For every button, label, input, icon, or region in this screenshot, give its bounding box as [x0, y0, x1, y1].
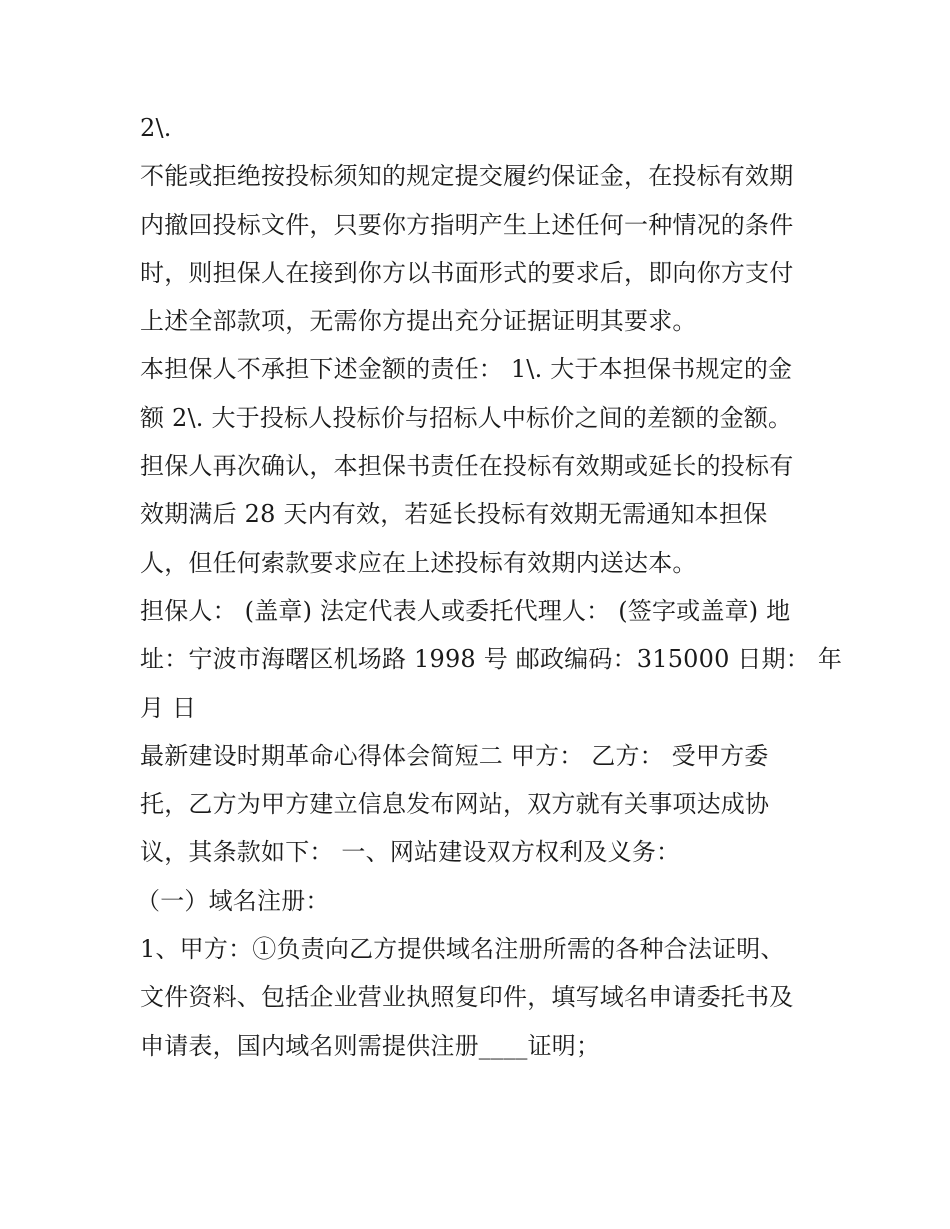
text-line: 申请表，国内域名则需提供注册____证明；: [140, 1031, 601, 1060]
text-line: 2\.: [140, 114, 172, 142]
document-body: [136, 104, 843, 1070]
text-line: 最新建设时期革命心得体会简短二 甲方： 乙方： 受甲方委: [140, 741, 769, 770]
text-line: 内撤回投标文件，只要你方指明产生上述任何一种情况的条件: [140, 210, 794, 239]
text-line: 址：宁波市海曙区机场路 1998 号 邮政编码：315000 日期： 年: [140, 645, 843, 674]
text-line: 不能或拒绝按投标须知的规定提交履约保证金，在投标有效期: [140, 162, 794, 191]
section-heading: （一）域名注册：: [136, 886, 330, 915]
text-line: 1、甲方：①负责向乙方提供域名注册所需的各种合法证明、: [140, 935, 785, 964]
text-line: 月 日: [140, 693, 197, 722]
text-line: 时，则担保人在接到你方以书面形式的要求后，即向你方支付: [140, 258, 794, 287]
text-line: 额 2\. 大于投标人投标价与招标人中标价之间的差额的金额。: [140, 403, 793, 432]
text-line: 托，乙方为甲方建立信息发布网站，双方就有关事项达成协: [140, 790, 770, 819]
text-line: 担保人再次确认，本担保书责任在投标有效期或延长的投标有: [140, 452, 794, 481]
text-line: 效期满后 28 天内有效，若延长投标有效期无需通知本担保: [140, 500, 768, 529]
text-line: 上述全部款项，无需你方提出充分证据证明其要求。: [140, 307, 697, 336]
text-line: 议，其条款如下： 一、网站建设双方权利及义务：: [140, 838, 681, 867]
text-line: 本担保人不承担下述金额的责任： 1\. 大于本担保书规定的金: [140, 355, 793, 384]
text-line: 担保人： (盖章) 法定代表人或委托代理人： (签字或盖章) 地: [140, 596, 791, 625]
text-line: 人，但任何索款要求应在上述投标有效期内送达本。: [140, 548, 697, 577]
text-line: 文件资料、包括企业营业执照复印件，填写域名申请委托书及: [140, 983, 794, 1012]
